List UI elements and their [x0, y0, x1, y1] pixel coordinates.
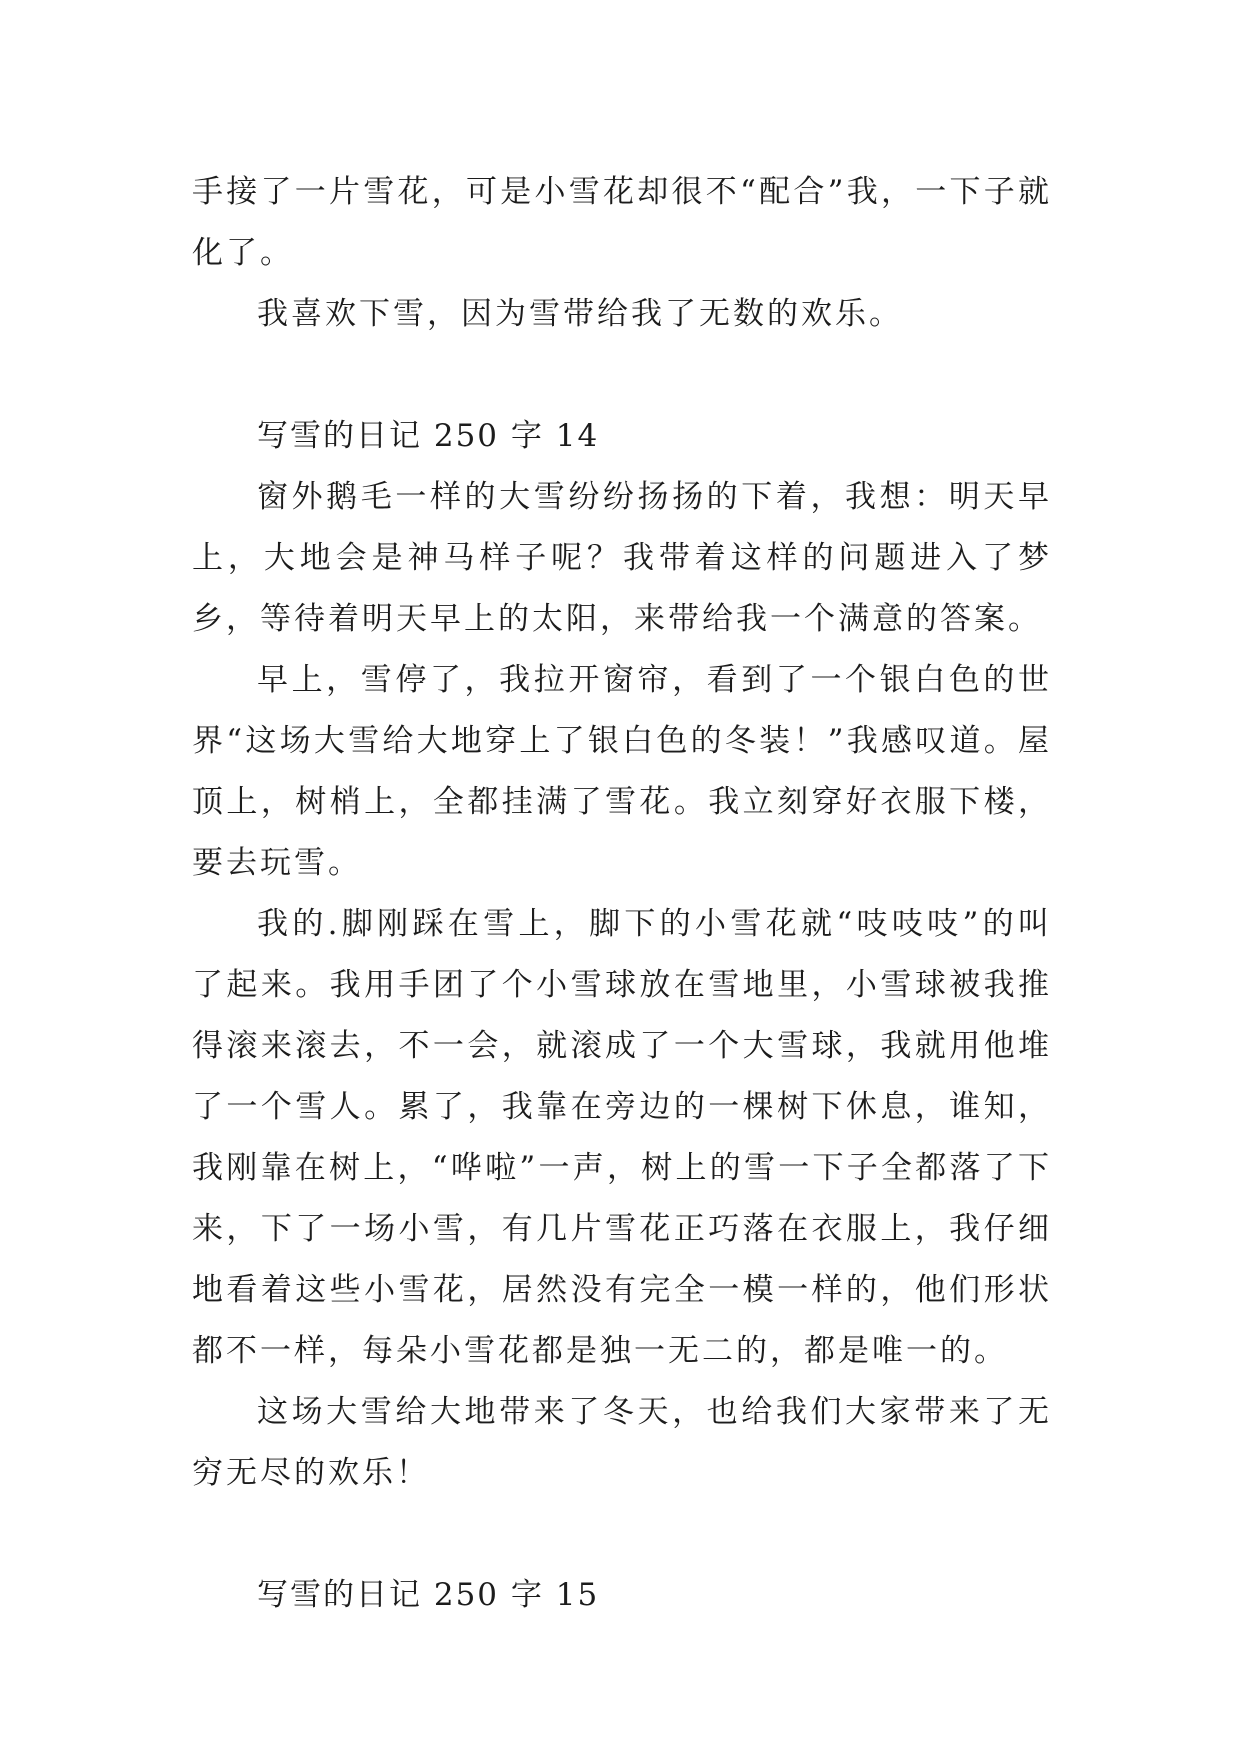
paragraph-continuation: 手接了一片雪花，可是小雪花却很不“配合”我，一下子就化了。 [192, 174, 1052, 271]
section-gap [192, 345, 1052, 406]
document-body [192, 162, 1052, 1626]
paragraph: 窗外鹅毛一样的大雪纷纷扬扬的下着，我想：明天早上，大地会是神马样子呢？我带着这样的问题进入了梦乡，等待着明天早上的太阳，来带给我一个满意的答案。 [192, 479, 1052, 637]
section-heading-14: 写雪的日记 250 字 14 [257, 418, 600, 454]
paragraph: 我的.脚刚踩在雪上，脚下的小雪花就“吱吱吱”的叫了起来。我用手团了个小雪球放在雪地里，小雪球被我推得滚来滚去，不一会，就滚成了一个大雪球，我就用他堆了一个雪人。累了，我靠在旁边的一棵树下休息，谁知，我刚靠在树上，“哗啦”一声，树上的雪一下子全都落了下来，下了一场小雪，有几片雪花正巧落在衣服上，我仔细地看着这些小雪花，居然没有完全一模一样的，他们形状都不一样，每朵小雪花都是独一无二的，都是唯一的。 [192, 906, 1052, 1369]
paragraph: 我喜欢下雪，因为雪带给我了无数的欢乐。 [257, 296, 903, 332]
section-heading-15: 写雪的日记 250 字 15 [257, 1577, 600, 1613]
section-gap [192, 1504, 1052, 1565]
paragraph: 这场大雪给大地带来了冬天，也给我们大家带来了无穷无尽的欢乐！ [192, 1394, 1052, 1491]
paragraph: 早上，雪停了，我拉开窗帘，看到了一个银白色的世界“这场大雪给大地穿上了银白色的冬装！”我感叹道。屋顶上，树梢上，全都挂满了雪花。我立刻穿好衣服下楼，要去玩雪。 [192, 662, 1052, 881]
